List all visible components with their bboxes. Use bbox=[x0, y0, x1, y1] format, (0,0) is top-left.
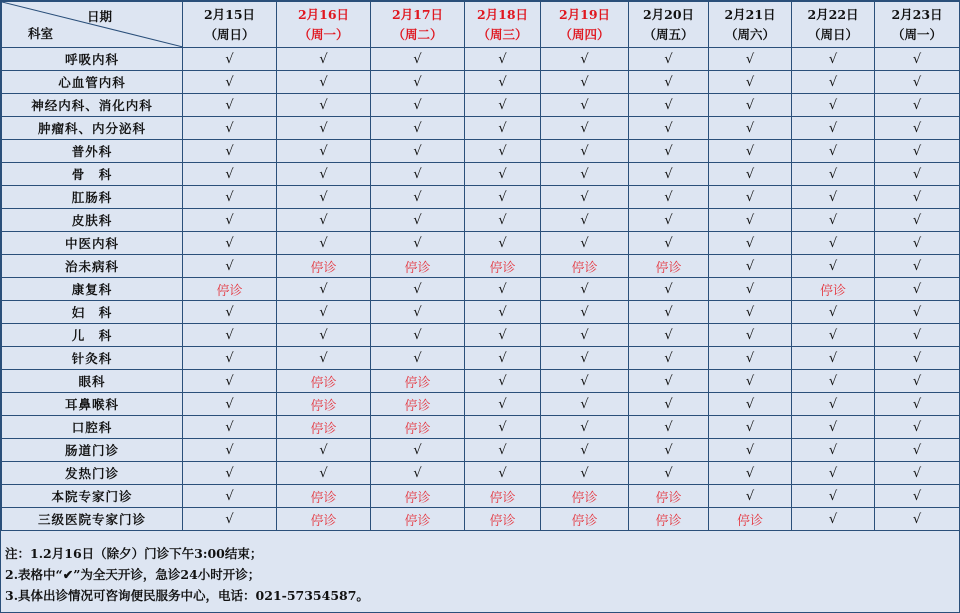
open-check-cell: √ bbox=[465, 416, 541, 439]
closed-cell: 停诊 bbox=[371, 416, 465, 439]
open-check-cell: √ bbox=[875, 209, 960, 232]
open-check-cell: √ bbox=[709, 232, 792, 255]
open-check-cell: √ bbox=[875, 140, 960, 163]
closed-cell: 停诊 bbox=[792, 278, 875, 301]
table-row bbox=[2, 255, 960, 278]
open-check-cell: √ bbox=[183, 163, 277, 186]
open-check-cell: √ bbox=[371, 209, 465, 232]
department-name: 眼科 bbox=[2, 370, 183, 393]
open-check-cell: √ bbox=[541, 370, 629, 393]
open-check-cell: √ bbox=[183, 255, 277, 278]
table-row bbox=[2, 163, 960, 186]
open-check-cell: √ bbox=[629, 370, 709, 393]
closed-cell: 停诊 bbox=[465, 485, 541, 508]
closed-cell: 停诊 bbox=[541, 508, 629, 531]
open-check-cell: √ bbox=[277, 324, 371, 347]
note-2: 2.表格中“✔”为全天开诊，急诊24小时开诊； bbox=[5, 567, 261, 582]
open-check-cell: √ bbox=[629, 462, 709, 485]
open-check-cell: √ bbox=[371, 278, 465, 301]
open-check-cell: √ bbox=[277, 439, 371, 462]
open-check-cell: √ bbox=[541, 393, 629, 416]
open-check-cell: √ bbox=[277, 71, 371, 94]
open-check-cell: √ bbox=[183, 347, 277, 370]
open-check-cell: √ bbox=[792, 347, 875, 370]
table-row bbox=[2, 278, 960, 301]
open-check-cell: √ bbox=[541, 117, 629, 140]
open-check-cell: √ bbox=[709, 117, 792, 140]
open-check-cell: √ bbox=[541, 71, 629, 94]
closed-cell: 停诊 bbox=[709, 508, 792, 531]
open-check-cell: √ bbox=[709, 163, 792, 186]
header-date: 2月17日 bbox=[391, 6, 444, 22]
open-check-cell: √ bbox=[541, 140, 629, 163]
open-check-cell: √ bbox=[875, 485, 960, 508]
outpatient-schedule-table bbox=[1, 1, 960, 531]
header-weekday: （周六） bbox=[724, 26, 775, 42]
open-check-cell: √ bbox=[792, 393, 875, 416]
header-date: 2月16日 bbox=[297, 6, 350, 22]
header-weekday: （周日） bbox=[807, 26, 858, 42]
open-check-cell: √ bbox=[541, 347, 629, 370]
open-check-cell: √ bbox=[371, 439, 465, 462]
open-check-cell: √ bbox=[875, 71, 960, 94]
table-row bbox=[2, 393, 960, 416]
header-date: 2月15日 bbox=[203, 6, 256, 22]
open-check-cell: √ bbox=[629, 186, 709, 209]
closed-cell: 停诊 bbox=[371, 508, 465, 531]
header-day-2 bbox=[371, 2, 465, 48]
corner-date-label: 日期 bbox=[86, 9, 112, 24]
open-check-cell: √ bbox=[183, 48, 277, 71]
department-name: 骨 科 bbox=[2, 163, 183, 186]
open-check-cell: √ bbox=[541, 301, 629, 324]
header-date: 2月21日 bbox=[724, 6, 776, 22]
table-row bbox=[2, 94, 960, 117]
header-date: 2月23日 bbox=[891, 6, 943, 22]
open-check-cell: √ bbox=[709, 255, 792, 278]
open-check-cell: √ bbox=[465, 393, 541, 416]
open-check-cell: √ bbox=[792, 140, 875, 163]
open-check-cell: √ bbox=[277, 186, 371, 209]
department-name: 心血管内科 bbox=[2, 71, 183, 94]
department-name: 肠道门诊 bbox=[2, 439, 183, 462]
open-check-cell: √ bbox=[371, 94, 465, 117]
open-check-cell: √ bbox=[629, 48, 709, 71]
table-row bbox=[2, 186, 960, 209]
open-check-cell: √ bbox=[629, 416, 709, 439]
open-check-cell: √ bbox=[183, 324, 277, 347]
open-check-cell: √ bbox=[875, 508, 960, 531]
open-check-cell: √ bbox=[183, 186, 277, 209]
open-check-cell: √ bbox=[629, 117, 709, 140]
open-check-cell: √ bbox=[709, 278, 792, 301]
open-check-cell: √ bbox=[371, 140, 465, 163]
open-check-cell: √ bbox=[709, 186, 792, 209]
note-1: 注：1.2月16日（除夕）门诊下午3:00结束； bbox=[5, 546, 263, 561]
open-check-cell: √ bbox=[465, 48, 541, 71]
department-name: 三级医院专家门诊 bbox=[2, 508, 183, 531]
table-row bbox=[2, 439, 960, 462]
header-corner-cell bbox=[2, 2, 183, 48]
open-check-cell: √ bbox=[709, 324, 792, 347]
closed-cell: 停诊 bbox=[541, 485, 629, 508]
open-check-cell: √ bbox=[465, 324, 541, 347]
open-check-cell: √ bbox=[792, 209, 875, 232]
table-row bbox=[2, 416, 960, 439]
open-check-cell: √ bbox=[277, 301, 371, 324]
table-row bbox=[2, 232, 960, 255]
closed-cell: 停诊 bbox=[277, 485, 371, 508]
open-check-cell: √ bbox=[709, 462, 792, 485]
closed-cell: 停诊 bbox=[277, 508, 371, 531]
header-day-6 bbox=[709, 2, 792, 48]
open-check-cell: √ bbox=[875, 255, 960, 278]
open-check-cell: √ bbox=[875, 439, 960, 462]
open-check-cell: √ bbox=[183, 140, 277, 163]
header-weekday: （周一） bbox=[891, 26, 942, 42]
department-name: 妇 科 bbox=[2, 301, 183, 324]
closed-cell: 停诊 bbox=[629, 255, 709, 278]
header-date: 2月22日 bbox=[807, 6, 859, 22]
open-check-cell: √ bbox=[792, 255, 875, 278]
table-row bbox=[2, 301, 960, 324]
open-check-cell: √ bbox=[277, 94, 371, 117]
open-check-cell: √ bbox=[371, 232, 465, 255]
open-check-cell: √ bbox=[371, 347, 465, 370]
closed-cell: 停诊 bbox=[465, 255, 541, 278]
open-check-cell: √ bbox=[629, 71, 709, 94]
open-check-cell: √ bbox=[709, 393, 792, 416]
department-name: 肛肠科 bbox=[2, 186, 183, 209]
open-check-cell: √ bbox=[875, 301, 960, 324]
open-check-cell: √ bbox=[792, 485, 875, 508]
open-check-cell: √ bbox=[541, 416, 629, 439]
header-day-7 bbox=[792, 2, 875, 48]
open-check-cell: √ bbox=[465, 71, 541, 94]
closed-cell: 停诊 bbox=[629, 508, 709, 531]
open-check-cell: √ bbox=[875, 163, 960, 186]
table-row bbox=[2, 462, 960, 485]
open-check-cell: √ bbox=[875, 416, 960, 439]
open-check-cell: √ bbox=[183, 485, 277, 508]
header-date: 2月20日 bbox=[642, 6, 695, 22]
open-check-cell: √ bbox=[465, 186, 541, 209]
department-name: 中医内科 bbox=[2, 232, 183, 255]
open-check-cell: √ bbox=[629, 324, 709, 347]
open-check-cell: √ bbox=[465, 232, 541, 255]
open-check-cell: √ bbox=[541, 163, 629, 186]
open-check-cell: √ bbox=[183, 94, 277, 117]
header-weekday: （周三） bbox=[477, 26, 528, 42]
department-name: 普外科 bbox=[2, 140, 183, 163]
open-check-cell: √ bbox=[875, 462, 960, 485]
open-check-cell: √ bbox=[541, 186, 629, 209]
open-check-cell: √ bbox=[875, 278, 960, 301]
open-check-cell: √ bbox=[371, 48, 465, 71]
open-check-cell: √ bbox=[465, 140, 541, 163]
open-check-cell: √ bbox=[709, 71, 792, 94]
header-weekday: （周一） bbox=[298, 26, 349, 42]
open-check-cell: √ bbox=[371, 462, 465, 485]
open-check-cell: √ bbox=[875, 48, 960, 71]
open-check-cell: √ bbox=[875, 117, 960, 140]
header-weekday: （周五） bbox=[643, 26, 694, 42]
open-check-cell: √ bbox=[541, 324, 629, 347]
table-row bbox=[2, 347, 960, 370]
table-row bbox=[2, 117, 960, 140]
table-row bbox=[2, 370, 960, 393]
open-check-cell: √ bbox=[541, 278, 629, 301]
open-check-cell: √ bbox=[875, 232, 960, 255]
department-name: 康复科 bbox=[2, 278, 183, 301]
note-3: 3.具体出诊情况可咨询便民服务中心，电话：021-57354587。 bbox=[5, 588, 369, 603]
open-check-cell: √ bbox=[875, 186, 960, 209]
closed-cell: 停诊 bbox=[371, 393, 465, 416]
open-check-cell: √ bbox=[183, 370, 277, 393]
open-check-cell: √ bbox=[792, 71, 875, 94]
closed-cell: 停诊 bbox=[371, 370, 465, 393]
header-weekday: （周二） bbox=[392, 26, 443, 42]
open-check-cell: √ bbox=[183, 416, 277, 439]
open-check-cell: √ bbox=[465, 462, 541, 485]
department-name: 发热门诊 bbox=[2, 462, 183, 485]
department-name: 本院专家门诊 bbox=[2, 485, 183, 508]
open-check-cell: √ bbox=[709, 209, 792, 232]
header-date: 2月19日 bbox=[558, 6, 611, 22]
table-row bbox=[2, 140, 960, 163]
open-check-cell: √ bbox=[541, 439, 629, 462]
open-check-cell: √ bbox=[629, 140, 709, 163]
open-check-cell: √ bbox=[465, 347, 541, 370]
open-check-cell: √ bbox=[277, 278, 371, 301]
closed-cell: 停诊 bbox=[371, 255, 465, 278]
open-check-cell: √ bbox=[465, 370, 541, 393]
table-row bbox=[2, 209, 960, 232]
department-name: 口腔科 bbox=[2, 416, 183, 439]
open-check-cell: √ bbox=[709, 301, 792, 324]
open-check-cell: √ bbox=[183, 462, 277, 485]
open-check-cell: √ bbox=[371, 117, 465, 140]
header-day-8 bbox=[875, 2, 960, 48]
table-header-row bbox=[2, 2, 960, 48]
department-name: 针灸科 bbox=[2, 347, 183, 370]
department-name: 耳鼻喉科 bbox=[2, 393, 183, 416]
open-check-cell: √ bbox=[709, 370, 792, 393]
open-check-cell: √ bbox=[183, 393, 277, 416]
table-row bbox=[2, 71, 960, 94]
open-check-cell: √ bbox=[277, 140, 371, 163]
open-check-cell: √ bbox=[183, 301, 277, 324]
header-date: 2月18日 bbox=[476, 6, 529, 22]
open-check-cell: √ bbox=[792, 186, 875, 209]
open-check-cell: √ bbox=[465, 163, 541, 186]
open-check-cell: √ bbox=[541, 209, 629, 232]
header-day-5 bbox=[629, 2, 709, 48]
open-check-cell: √ bbox=[277, 163, 371, 186]
open-check-cell: √ bbox=[371, 71, 465, 94]
closed-cell: 停诊 bbox=[465, 508, 541, 531]
open-check-cell: √ bbox=[277, 48, 371, 71]
table-row bbox=[2, 324, 960, 347]
closed-cell: 停诊 bbox=[371, 485, 465, 508]
open-check-cell: √ bbox=[629, 209, 709, 232]
header-weekday: （周四） bbox=[559, 26, 610, 42]
open-check-cell: √ bbox=[541, 232, 629, 255]
closed-cell: 停诊 bbox=[277, 370, 371, 393]
open-check-cell: √ bbox=[183, 232, 277, 255]
open-check-cell: √ bbox=[792, 462, 875, 485]
open-check-cell: √ bbox=[792, 301, 875, 324]
open-check-cell: √ bbox=[183, 117, 277, 140]
open-check-cell: √ bbox=[875, 94, 960, 117]
department-name: 儿 科 bbox=[2, 324, 183, 347]
open-check-cell: √ bbox=[792, 416, 875, 439]
open-check-cell: √ bbox=[629, 94, 709, 117]
notes-section bbox=[1, 538, 959, 612]
open-check-cell: √ bbox=[371, 301, 465, 324]
open-check-cell: √ bbox=[875, 393, 960, 416]
open-check-cell: √ bbox=[183, 209, 277, 232]
open-check-cell: √ bbox=[709, 485, 792, 508]
open-check-cell: √ bbox=[709, 347, 792, 370]
open-check-cell: √ bbox=[629, 163, 709, 186]
open-check-cell: √ bbox=[183, 439, 277, 462]
open-check-cell: √ bbox=[792, 94, 875, 117]
open-check-cell: √ bbox=[277, 462, 371, 485]
table-row bbox=[2, 485, 960, 508]
open-check-cell: √ bbox=[465, 439, 541, 462]
open-check-cell: √ bbox=[629, 393, 709, 416]
table-row bbox=[2, 48, 960, 71]
header-day-0 bbox=[183, 2, 277, 48]
open-check-cell: √ bbox=[629, 439, 709, 462]
open-check-cell: √ bbox=[541, 48, 629, 71]
closed-cell: 停诊 bbox=[629, 485, 709, 508]
open-check-cell: √ bbox=[875, 370, 960, 393]
closed-cell: 停诊 bbox=[277, 255, 371, 278]
open-check-cell: √ bbox=[792, 508, 875, 531]
open-check-cell: √ bbox=[465, 94, 541, 117]
department-name: 治未病科 bbox=[2, 255, 183, 278]
closed-cell: 停诊 bbox=[277, 393, 371, 416]
open-check-cell: √ bbox=[465, 278, 541, 301]
open-check-cell: √ bbox=[371, 163, 465, 186]
header-day-3 bbox=[465, 2, 541, 48]
open-check-cell: √ bbox=[541, 462, 629, 485]
open-check-cell: √ bbox=[792, 439, 875, 462]
open-check-cell: √ bbox=[629, 278, 709, 301]
open-check-cell: √ bbox=[465, 209, 541, 232]
closed-cell: 停诊 bbox=[277, 416, 371, 439]
open-check-cell: √ bbox=[183, 508, 277, 531]
open-check-cell: √ bbox=[183, 71, 277, 94]
open-check-cell: √ bbox=[629, 301, 709, 324]
open-check-cell: √ bbox=[277, 117, 371, 140]
corner-dept-label: 科室 bbox=[28, 26, 54, 41]
open-check-cell: √ bbox=[792, 163, 875, 186]
open-check-cell: √ bbox=[792, 232, 875, 255]
department-name: 神经内科、消化内科 bbox=[2, 94, 183, 117]
header-day-4 bbox=[541, 2, 629, 48]
closed-cell: 停诊 bbox=[183, 278, 277, 301]
open-check-cell: √ bbox=[629, 347, 709, 370]
open-check-cell: √ bbox=[792, 370, 875, 393]
open-check-cell: √ bbox=[371, 186, 465, 209]
open-check-cell: √ bbox=[792, 48, 875, 71]
department-name: 皮肤科 bbox=[2, 209, 183, 232]
header-weekday: （周日） bbox=[204, 26, 255, 42]
open-check-cell: √ bbox=[875, 347, 960, 370]
header-day-1 bbox=[277, 2, 371, 48]
open-check-cell: √ bbox=[709, 416, 792, 439]
open-check-cell: √ bbox=[629, 232, 709, 255]
open-check-cell: √ bbox=[465, 117, 541, 140]
open-check-cell: √ bbox=[709, 140, 792, 163]
open-check-cell: √ bbox=[277, 209, 371, 232]
open-check-cell: √ bbox=[465, 301, 541, 324]
closed-cell: 停诊 bbox=[541, 255, 629, 278]
department-name: 呼吸内科 bbox=[2, 48, 183, 71]
department-name: 肿瘤科、内分泌科 bbox=[2, 117, 183, 140]
open-check-cell: √ bbox=[277, 232, 371, 255]
open-check-cell: √ bbox=[371, 324, 465, 347]
open-check-cell: √ bbox=[709, 48, 792, 71]
open-check-cell: √ bbox=[541, 94, 629, 117]
open-check-cell: √ bbox=[875, 324, 960, 347]
open-check-cell: √ bbox=[709, 439, 792, 462]
open-check-cell: √ bbox=[277, 347, 371, 370]
open-check-cell: √ bbox=[709, 94, 792, 117]
open-check-cell: √ bbox=[792, 324, 875, 347]
open-check-cell: √ bbox=[792, 117, 875, 140]
table-row bbox=[2, 508, 960, 531]
